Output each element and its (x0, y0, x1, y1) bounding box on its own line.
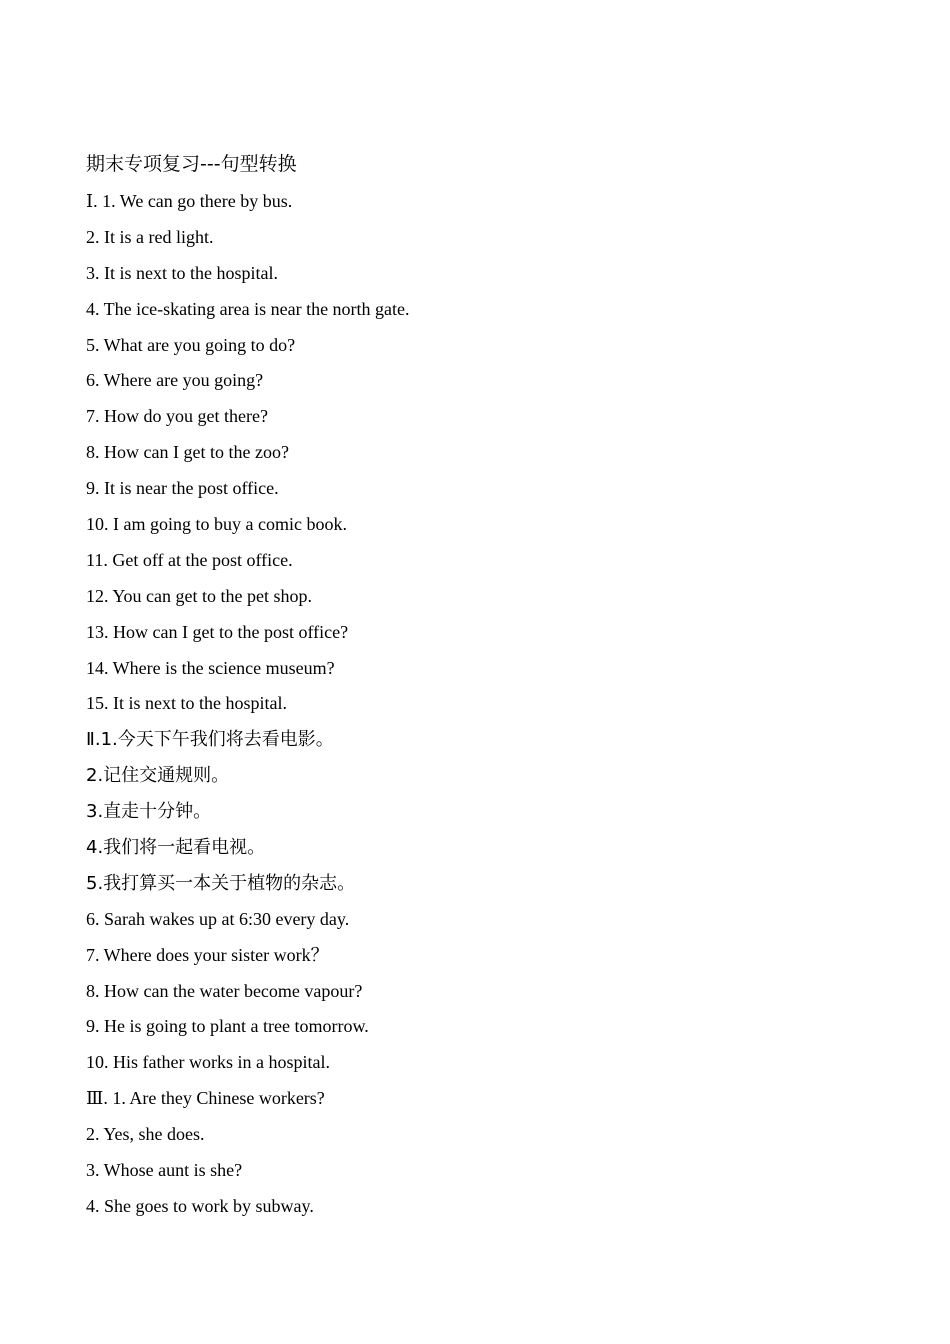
section-2-item-4: 4.我们将一起看电视。 (86, 837, 266, 859)
page-title: 期末专项复习---句型转换 (86, 153, 297, 175)
section-1-item-12: 12. You can get to the pet shop. (86, 585, 312, 606)
section-3-item-1: Ⅲ. 1. Are they Chinese workers? (86, 1088, 325, 1109)
section-2-item-8: 8. How can the water become vapour? (86, 980, 363, 1001)
section-2-item-2: 2.记住交通规则。 (86, 765, 230, 787)
section-3-item-2: 2. Yes, she does. (86, 1124, 205, 1145)
section-1-item-7: 7. How do you get there? (86, 406, 268, 427)
section-3-item-3: 3. Whose aunt is she? (86, 1160, 243, 1181)
section-1-item-1: Ⅰ. 1. We can go there by bus. (86, 191, 293, 211)
section-1-item-3: 3. It is next to the hospital. (86, 262, 278, 283)
section-2-item-7: 7. Where does your sister work？ (86, 944, 329, 965)
section-2-item-1: Ⅱ.1.今天下午我们将去看电影。 (86, 729, 334, 751)
section-2-item-3: 3.直走十分钟。 (86, 801, 212, 823)
section-1-item-11: 11. Get off at the post office. (86, 549, 293, 570)
section-2-item-10: 10. His father works in a hospital. (86, 1052, 330, 1073)
section-1-item-10: 10. I am going to buy a comic book. (86, 514, 347, 535)
section-1-item-14: 14. Where is the science museum? (86, 657, 335, 678)
section-2-item-5: 5.我打算买一本关于植物的杂志。 (86, 872, 356, 894)
section-1-item-13: 13. How can I get to the post office? (86, 621, 349, 642)
section-1-item-15: 15. It is next to the hospital. (86, 693, 287, 714)
document-content (86, 148, 886, 1225)
section-2-item-6: 6. Sarah wakes up at 6:30 every day. (86, 908, 350, 929)
section-3-item-4: 4. She goes to work by subway. (86, 1195, 314, 1216)
section-1-item-2: 2. It is a red light. (86, 226, 214, 247)
section-1-item-5: 5. What are you going to do? (86, 334, 296, 355)
section-2-item-9: 9. He is going to plant a tree tomorrow. (86, 1016, 369, 1037)
section-1-item-6: 6. Where are you going? (86, 370, 264, 391)
section-1-item-9: 9. It is near the post office. (86, 478, 279, 499)
section-1-item-4: 4. The ice-skating area is near the north gate. (86, 298, 410, 319)
section-1-item-8: 8. How can I get to the zoo? (86, 442, 289, 463)
